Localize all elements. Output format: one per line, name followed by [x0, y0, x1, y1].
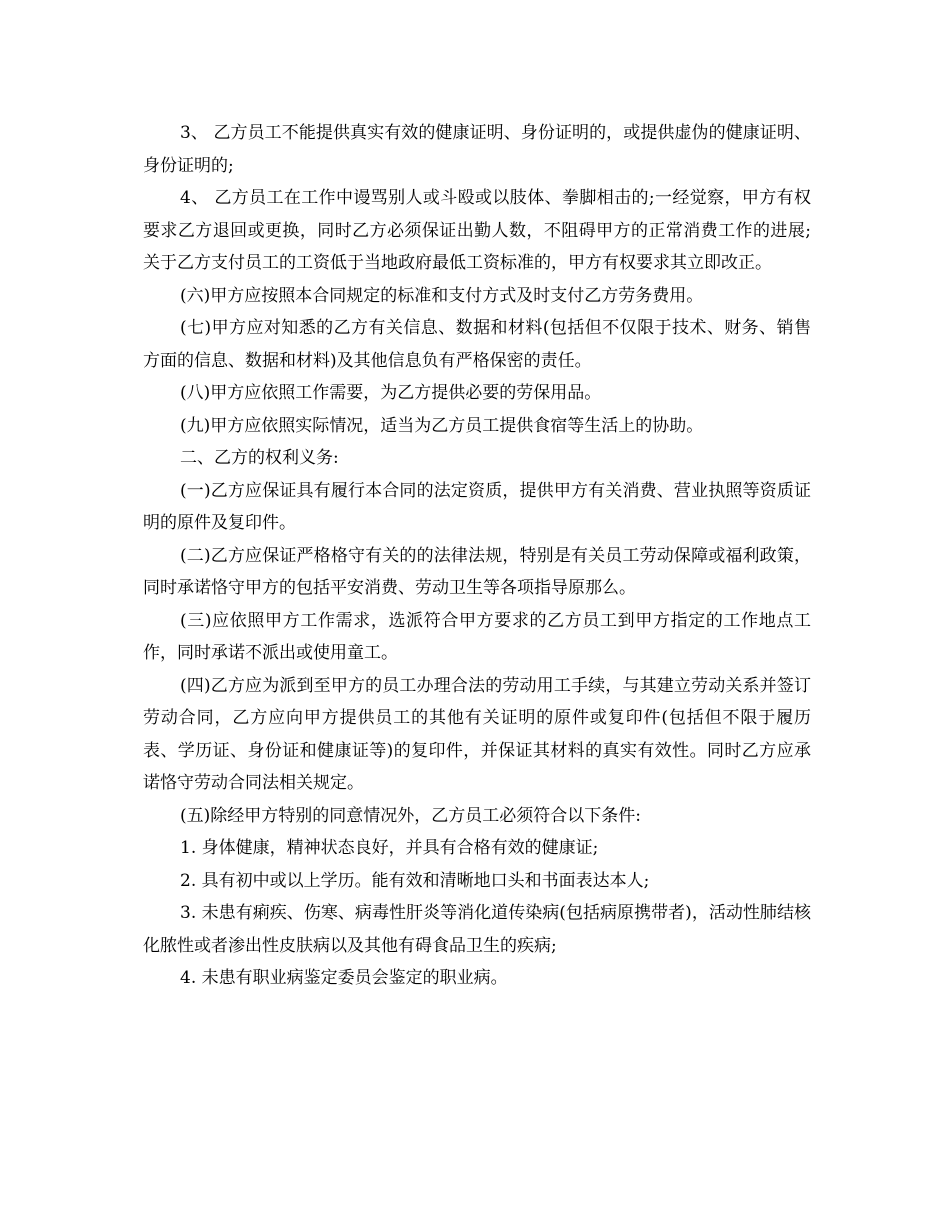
condition-3: 3. 未患有痢疾、伤寒、病毒性肝炎等消化道传染病(包括病原携带者)，活动性肺结核化脓性或者渗出性皮肤病以及其他有碍食品卫生的疾病; [143, 903, 811, 956]
paragraph-b-item-4: (四)乙方应为派到至甲方的员工办理合法的劳动用工手续，与其建立劳动关系并签订劳动合同，乙方应向甲方提供员工的其他有关证明的原件或复印件(包括但不限于履历表、学历证、身份证和健康证等)的复印件，并保证其材料的真实有效性。同时乙方应承诺恪守劳动合同法相关规定。 [143, 675, 811, 793]
section-heading-party-b: 二、乙方的权利义务: [180, 448, 339, 468]
document-body [143, 117, 811, 995]
condition-1: 1. 身体健康，精神状态良好，并具有合格有效的健康证; [180, 838, 599, 858]
paragraph-b-item-1: (一)乙方应保证具有履行本合同的法定资质，提供甲方有关消费、营业执照等资质证明的原件及复印件。 [143, 480, 811, 533]
paragraph-b-item-2: (二)乙方应保证严格格守有关的的法律法规，特别是有关员工劳动保障或福利政策，同时承诺恪守甲方的包括平安消费、劳动卫生等各项指导原那么。 [143, 545, 811, 598]
paragraph-b-item-5: (五)除经甲方特别的同意情况外，乙方员工必须符合以下条件: [180, 805, 641, 826]
paragraph-clause-4: 4、 乙方员工在工作中谩骂别人或斗殴或以肢体、拳脚相击的;一经觉察，甲方有权要求乙方退回或更换，同时乙方必须保证出勤人数，不阻碍甲方的正常消费工作的进展;关于乙方支付员工的工资低于当地政府最低工资标准的，甲方有权要求其立即改正。 [143, 188, 811, 273]
condition-2: 2. 具有初中或以上学历。能有效和清晰地口头和书面表达本人; [180, 870, 650, 891]
condition-4: 4. 未患有职业病鉴定委员会鉴定的职业病。 [180, 968, 508, 988]
paragraph-item-9: (九)甲方应依照实际情况，适当为乙方员工提供食宿等生活上的协助。 [180, 415, 704, 436]
paragraph-b-item-3: (三)应依照甲方工作需求，选派符合甲方要求的乙方员工到甲方指定的工作地点工作，同时承诺不派出或使用童工。 [143, 610, 811, 663]
paragraph-item-6: (六)甲方应按照本合同规定的标准和支付方式及时支付乙方劳务费用。 [180, 285, 704, 306]
paragraph-item-8: (八)甲方应依照工作需要，为乙方提供必要的劳保用品。 [180, 383, 602, 403]
paragraph-item-7: (七)甲方应对知悉的乙方有关信息、数据和材料(包括但不仅限于技术、财务、销售方面的信息、数据和材料)及其他信息负有严格保密的责任。 [143, 318, 811, 371]
paragraph-clause-3: 3、 乙方员工不能提供真实有效的健康证明、身份证明的，或提供虚伪的健康证明、身份证明的; [143, 123, 811, 176]
